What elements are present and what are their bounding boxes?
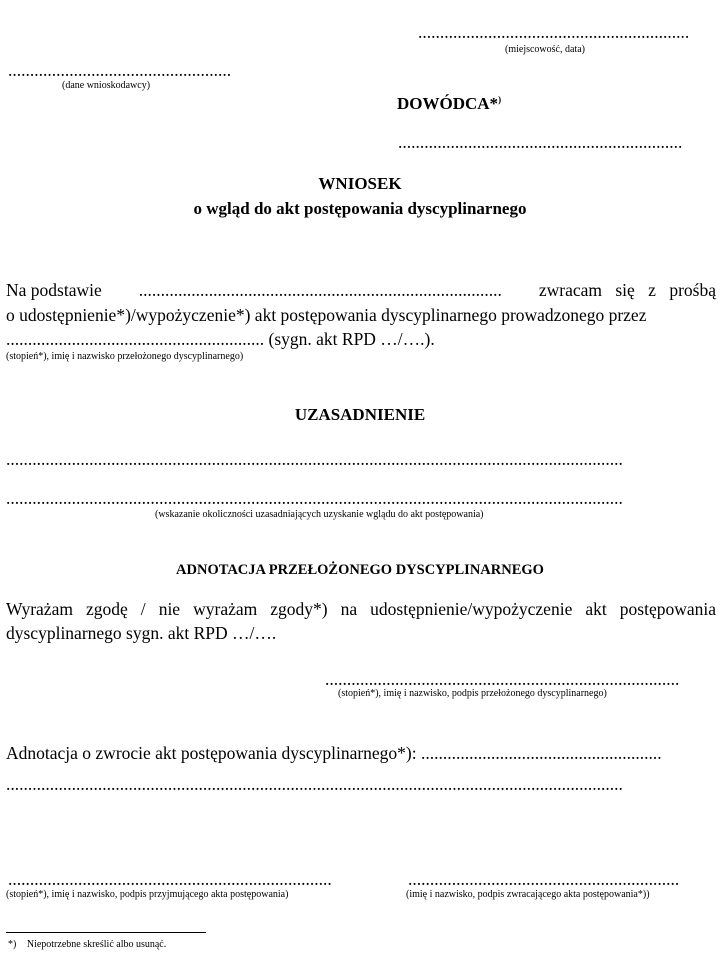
document-title: WNIOSEK <box>318 174 402 193</box>
request-line-1 <box>6 280 716 301</box>
applicant-field[interactable]: ................................................... <box>8 60 232 80</box>
receiver-signature-field[interactable]: .......................................................................... <box>8 869 332 889</box>
footnote-separator <box>6 932 206 933</box>
addressee-text: DOWÓDCA* <box>397 94 499 113</box>
addressee-footnote-mark: ) <box>498 94 502 105</box>
footnote <box>8 939 166 950</box>
receiver-signature-caption: (stopień*), imię i nazwisko, podpis przyjmującego akta postępowania) <box>6 889 289 900</box>
addressee-field[interactable]: ................................................................. <box>398 132 683 152</box>
return-label: Adnotacja o zwrocie akt postępowania dyscyplinarnego*): <box>6 743 417 763</box>
return-field-1[interactable]: ....................................................... <box>421 743 662 763</box>
returner-signature-caption: (imię i nazwisko, podpis zwracającego akta postępowania*)) <box>406 889 650 900</box>
annotation-signature-field[interactable]: ................................................................................. <box>325 669 680 689</box>
request-superior-field[interactable]: ........................................................... <box>6 329 265 349</box>
return-field-2[interactable]: ............................................................................................................................................. <box>6 774 623 794</box>
justification-caption: (wskazanie okoliczności uzasadniających uzyskanie wglądu do akt postępowania) <box>155 509 484 520</box>
justification-line-1[interactable]: ............................................................................................................................................. <box>6 449 623 469</box>
applicant-caption: (dane wnioskodawcy) <box>62 80 151 91</box>
returner-signature-field[interactable]: .............................................................. <box>408 869 680 889</box>
request-caption: (stopień*), imię i nazwisko przełożonego dyscyplinarnego) <box>6 351 244 362</box>
footnote-text: Niepotrzebne skreślić albo usunąć. <box>26 939 167 950</box>
request-ask-text: zwracam się z prośbą <box>538 280 716 300</box>
justification-line-2[interactable]: ............................................................................................................................................. <box>6 488 623 508</box>
addressee-heading <box>397 94 501 114</box>
annotation-line-1: Wyrażam zgodę / nie wyrażam zgody*) na udostępnienie/wypożyczenie akt postępowania <box>6 599 716 619</box>
footnote-mark: *) <box>8 939 17 950</box>
return-line-1 <box>6 743 662 764</box>
request-basis-label: Na podstawie <box>6 280 102 300</box>
annotation-heading: ADNOTACJA PRZEŁOŻONEGO DYSCYPLINARNEGO <box>176 562 544 578</box>
place-date-caption: (miejscowość, data) <box>505 44 585 55</box>
request-basis-field[interactable]: ................................................................................... <box>138 280 502 300</box>
place-date-field[interactable]: .............................................................. <box>418 22 690 42</box>
annotation-line-2: dyscyplinarnego sygn. akt RPD …/…. <box>6 623 277 643</box>
document-subtitle: o wgląd do akt postępowania dyscyplinarnego <box>193 199 527 218</box>
request-line-2: o udostępnienie*)/wypożyczenie*) akt postępowania dyscyplinarnego prowadzonego przez <box>6 305 647 325</box>
request-line-3 <box>6 329 435 350</box>
justification-heading: UZASADNIENIE <box>294 405 426 424</box>
annotation-signature-caption: (stopień*), imię i nazwisko, podpis przełożonego dyscyplinarnego) <box>338 688 607 699</box>
request-case-number: (sygn. akt RPD …/….). <box>268 329 435 349</box>
